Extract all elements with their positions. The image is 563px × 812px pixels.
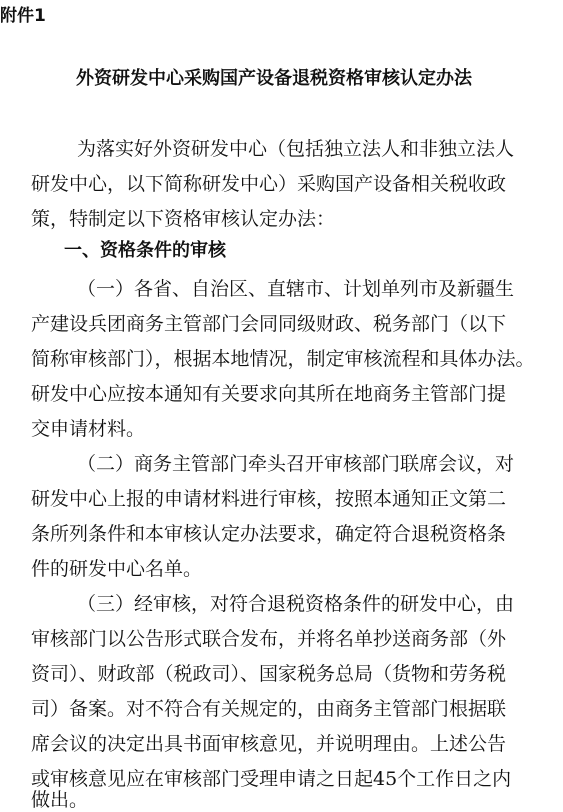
section-heading: 一、资格条件的审核 [64,240,226,261]
paragraph-two-line-4: 件的研发中心名单。 [31,558,203,580]
paragraph-intro-line-3: 策，特制定以下资格审核认定办法： [31,208,336,230]
paragraph-one-line-2: 产建设兵团商务主管部门会同同级财政、税务部门（以下 [31,313,507,335]
paragraph-one-line-5: 交申请材料。 [31,418,146,440]
paragraph-three-line-3: 资司）、财政部（税政司）、国家税务总局（货物和劳务税 [31,663,507,685]
paragraph-three-line-6: 或审核意见应在审核部门受理申请之日起45个工作日之内 [31,768,512,790]
paragraph-one-line-1: （一）各省、自治区、直辖市、计划单列市及新疆生 [77,278,515,300]
paragraph-one-line-3: 简称审核部门），根据本地情况，制定审核流程和具体办法。 [31,348,535,370]
paragraph-three-line-4: 司）备案。对不符合有关规定的，由商务主管部门根据联 [31,698,507,720]
paragraph-intro-line-1: 为落实好外资研发中心（包括独立法人和非独立法人 [77,138,515,160]
paragraph-intro-line-2: 研发中心，以下简称研发中心）采购国产设备相关税收政 [31,173,507,195]
document-title: 外资研发中心采购国产设备退税资格审核认定办法 [76,68,472,89]
paragraph-three-line-7: 做出。 [31,789,89,811]
paragraph-three-line-2: 审核部门以公告形式联合发布，并将名单抄送商务部（外 [31,628,507,650]
paragraph-two-line-3: 条所列条件和本审核认定办法要求，确定符合退税资格条 [31,523,507,545]
attachment-label: 附件1 [0,6,46,26]
paragraph-two-line-2: 研发中心上报的申请材料进行审核，按照本通知正文第二 [31,488,507,510]
paragraph-three-line-1: （三）经审核，对符合退税资格条件的研发中心，由 [77,593,515,615]
paragraph-two-line-1: （二）商务主管部门牵头召开审核部门联席会议，对 [77,453,515,475]
paragraph-three-line-5: 席会议的决定出具书面审核意见，并说明理由。上述公告 [31,733,507,755]
paragraph-one-line-4: 研发中心应按本通知有关要求向其所在地商务主管部门提 [31,383,507,405]
